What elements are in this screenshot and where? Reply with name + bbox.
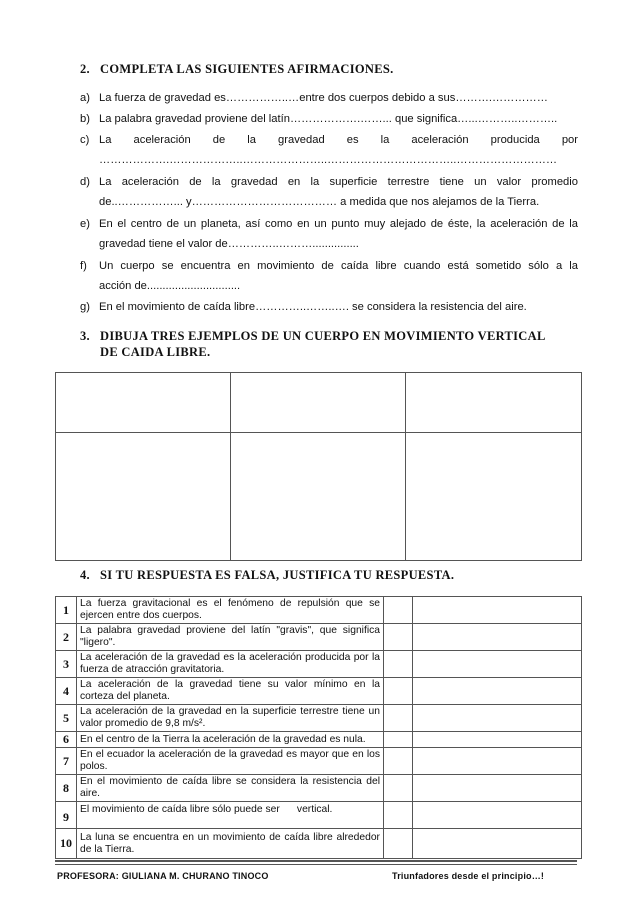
drawing-box[interactable] xyxy=(406,373,582,433)
drawing-box[interactable] xyxy=(56,373,231,433)
fill-item-f: f) Un cuerpo se encuentra en movimiento de caída libre cuando está sometido sólo a la acción de.............................. xyxy=(80,256,578,296)
justification-box[interactable] xyxy=(413,802,582,829)
answer-box[interactable] xyxy=(384,705,413,732)
statement-text: La aceleración de la gravedad tiene su valor mínimo en la corteza del planeta. xyxy=(77,678,384,705)
drawing-box[interactable] xyxy=(406,433,582,561)
statement-text: El movimiento de caída libre sólo puede ser vertical. xyxy=(77,802,384,829)
section-3-title-line-2: DE CAIDA LIBRE. xyxy=(100,345,211,359)
answer-box[interactable] xyxy=(384,775,413,802)
fill-item-c-text: La aceleración de la gravedad es la aceleración producida por xyxy=(99,134,578,146)
drawing-box[interactable] xyxy=(231,373,406,433)
justification-box[interactable] xyxy=(413,678,582,705)
justification-box[interactable] xyxy=(413,597,582,624)
fill-item-b: b) La palabra gravedad proviene del latín……………….……... que significa…...………..……….. xyxy=(80,109,578,129)
fill-item-c: c) La aceleración de la gravedad es la aceleración producida por ……………….………………..…………………..……………………………..……………………… xyxy=(80,130,578,170)
table-row: 6 En el centro de la Tierra la aceleración de la gravedad es nula. xyxy=(56,732,582,748)
footer-teacher: PROFESORA: GIULIANA M. CHURANO TINOCO xyxy=(57,871,269,881)
statement-text: La luna se encuentra en un movimiento de caída libre alrededor de la Tierra. xyxy=(77,829,384,859)
footer-divider xyxy=(55,860,577,862)
justification-box[interactable] xyxy=(413,775,582,802)
fill-item-g-text: En el movimiento de caída libre…………..……..…. se considera la resistencia del aire. xyxy=(99,301,527,313)
statement-text: La fuerza gravitacional es el fenómeno de repulsión que se ejercen entre dos cuerpos. xyxy=(77,597,384,624)
answer-box[interactable] xyxy=(384,829,413,859)
section-3-title-line-1: DIBUJA TRES EJEMPLOS DE UN CUERPO EN MOVIMIENTO VERTICAL xyxy=(100,329,546,343)
footer-divider xyxy=(55,864,577,865)
table-row: 5 La aceleración de la gravedad en la superficie terrestre tiene un valor promedio de 9,8 m/s². xyxy=(56,705,582,732)
answer-box[interactable] xyxy=(384,678,413,705)
table-row: 9 El movimiento de caída libre sólo puede ser vertical. xyxy=(56,802,582,829)
fill-item-a-text: La fuerza de gravedad es……………..…entre dos cuerpos debido a sus……….…………… xyxy=(99,92,548,104)
table-row: 10 La luna se encuentra en un movimiento de caída libre alrededor de la Tierra. xyxy=(56,829,582,859)
answer-box[interactable] xyxy=(384,748,413,775)
section-4-number: 4. xyxy=(80,568,90,582)
section-3-heading xyxy=(80,328,546,360)
justification-box[interactable] xyxy=(413,705,582,732)
fill-item-g: g) En el movimiento de caída libre…………..……..…. se considera la resistencia del aire. xyxy=(80,297,578,317)
answer-box[interactable] xyxy=(384,651,413,678)
section-3-number: 3. xyxy=(80,329,90,343)
statement-text: En el ecuador la aceleración de la gravedad es mayor que en los polos. xyxy=(77,748,384,775)
fill-item-a: a) La fuerza de gravedad es……………..…entre dos cuerpos debido a sus……….…………… xyxy=(80,88,578,108)
answer-box[interactable] xyxy=(384,802,413,829)
justification-box[interactable] xyxy=(413,732,582,748)
answer-box[interactable] xyxy=(384,597,413,624)
statement-text: La aceleración de la gravedad es la aceleración producida por la fuerza de atracción gravitatoria. xyxy=(77,651,384,678)
statement-text: En el centro de la Tierra la aceleración de la gravedad es nula. xyxy=(77,732,384,748)
statement-text: La aceleración de la gravedad en la superficie terrestre tiene un valor promedio de 9,8 m/s². xyxy=(77,705,384,732)
section-2-title: COMPLETA LAS SIGUIENTES AFIRMACIONES. xyxy=(100,62,394,76)
statement-text: En el movimiento de caída libre se considera la resistencia del aire. xyxy=(77,775,384,802)
fill-item-d-text: La aceleración de la gravedad en la superficie terrestre tiene un valor promedio xyxy=(99,176,578,188)
answer-box[interactable] xyxy=(384,732,413,748)
justification-box[interactable] xyxy=(413,748,582,775)
section-4-title: SI TU RESPUESTA ES FALSA, JUSTIFICA TU RESPUESTA. xyxy=(100,568,455,582)
fill-item-d: d) La aceleración de la gravedad en la superficie terrestre tiene un valor promedio de..……………... y………………………………… a medida que nos alejamos de la Tierra. xyxy=(80,172,578,212)
justification-box[interactable] xyxy=(413,624,582,651)
table-row: 8 En el movimiento de caída libre se considera la resistencia del aire. xyxy=(56,775,582,802)
table-row: 3 La aceleración de la gravedad es la aceleración producida por la fuerza de atracción gravitatoria. xyxy=(56,651,582,678)
justification-box[interactable] xyxy=(413,829,582,859)
footer-motto: Triunfadores desde el principio…! xyxy=(392,871,545,881)
table-row: 7 En el ecuador la aceleración de la gravedad es mayor que en los polos. xyxy=(56,748,582,775)
fill-item-f-text-2: acción de.............................. xyxy=(99,280,241,292)
fill-item-c-blank: ……………….………………..…………………..……………………………..……………………… xyxy=(99,154,558,166)
section-4-heading xyxy=(80,568,454,583)
section-2-heading xyxy=(80,62,394,77)
answer-box[interactable] xyxy=(384,624,413,651)
fill-item-d-text-2: de..……………... y………………………………… a medida que nos alejamos de la Tierra. xyxy=(99,196,540,208)
fill-item-e: e) En el centro de un planeta, así como en un punto muy alejado de éste, la aceleración de la gravedad tiene el valor de…………..………............... xyxy=(80,214,578,254)
table-row: 4 La aceleración de la gravedad tiene su valor mínimo en la corteza del planeta. xyxy=(56,678,582,705)
statement-text: La palabra gravedad proviene del latín "gravis", que significa "ligero". xyxy=(77,624,384,651)
fill-item-e-text: En el centro de un planeta, así como en un punto muy alejado de éste, la aceleración de la xyxy=(99,218,578,230)
section-2-number: 2. xyxy=(80,62,90,76)
table-row: 1 La fuerza gravitacional es el fenómeno de repulsión que se ejercen entre dos cuerpos. xyxy=(56,597,582,624)
justification-box[interactable] xyxy=(413,651,582,678)
drawing-box[interactable] xyxy=(231,433,406,561)
fill-item-e-text-2: gravedad tiene el valor de…………..………............... xyxy=(99,238,359,250)
fill-item-f-text: Un cuerpo se encuentra en movimiento de caída libre cuando está sometido sólo a la xyxy=(99,260,578,272)
table-row: 2 La palabra gravedad proviene del latín "gravis", que significa "ligero". xyxy=(56,624,582,651)
fill-item-b-text: La palabra gravedad proviene del latín……………….……... que significa…...………..……….. xyxy=(99,113,558,125)
drawing-grid xyxy=(55,372,582,561)
true-false-table xyxy=(55,596,582,859)
drawing-box[interactable] xyxy=(56,433,231,561)
